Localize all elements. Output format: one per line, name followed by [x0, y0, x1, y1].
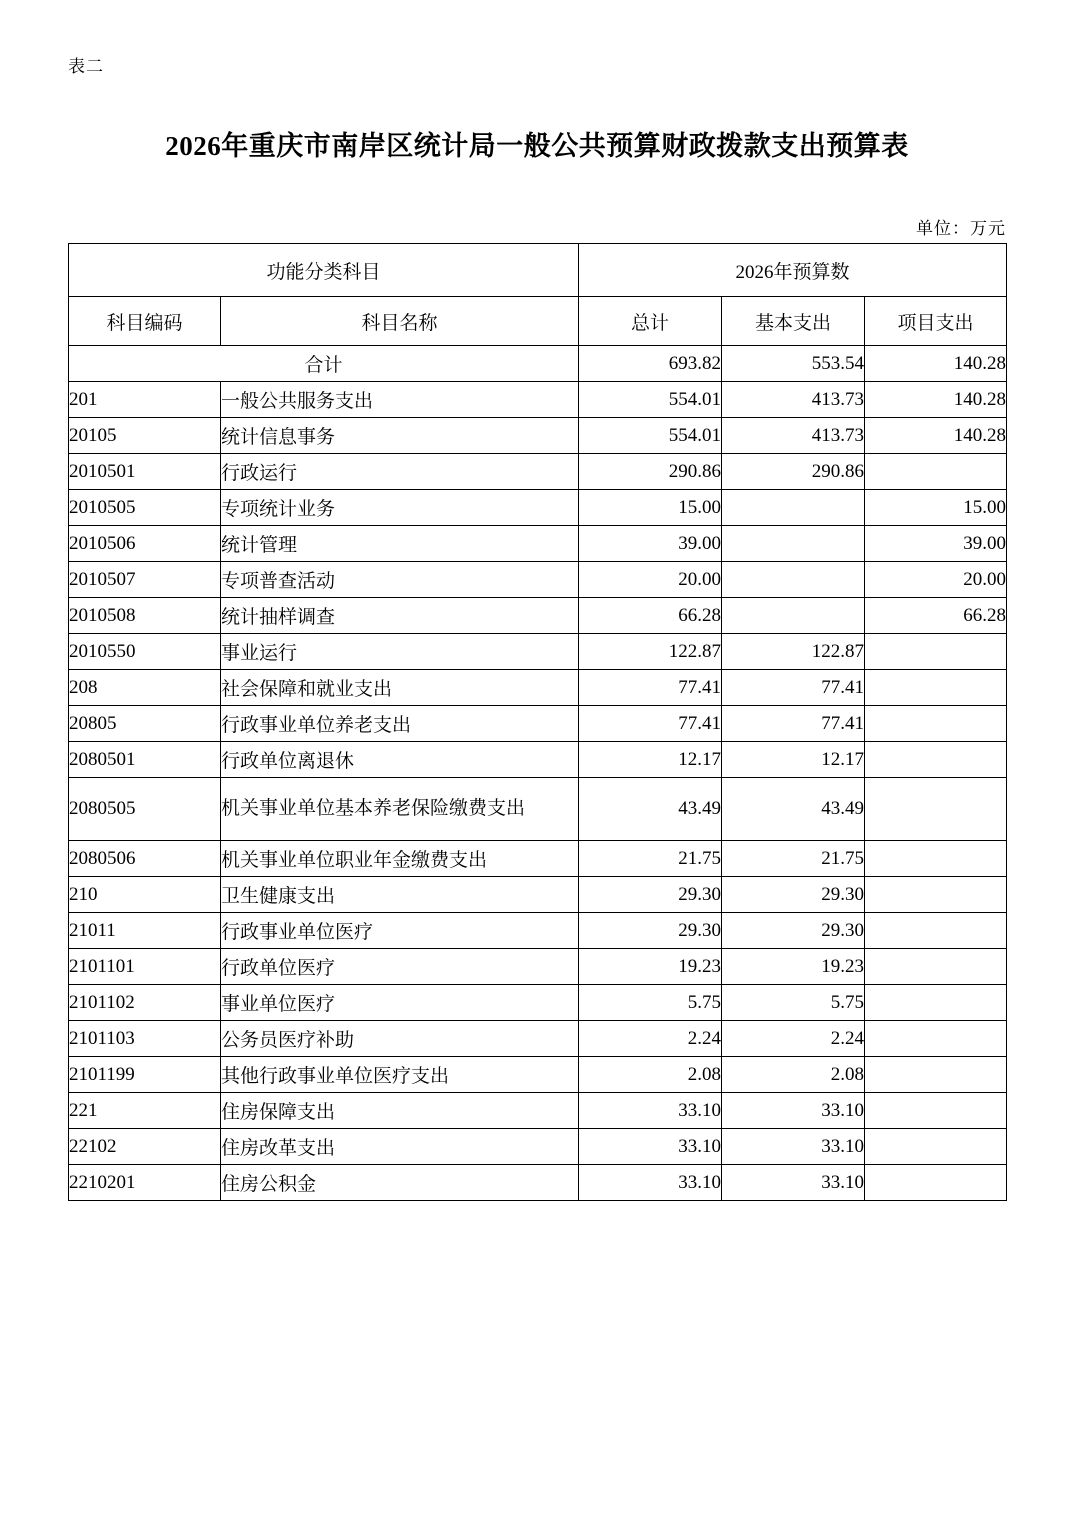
cell-basic-expenditure: 43.49 — [722, 778, 865, 841]
cell-basic-expenditure: 2.24 — [722, 1021, 865, 1057]
cell-project-expenditure: 66.28 — [865, 598, 1007, 634]
table-row — [69, 526, 1007, 562]
cell-project-expenditure — [865, 634, 1007, 670]
table-header-group-row — [69, 244, 1007, 297]
cell-subject-code: 2010508 — [69, 598, 221, 634]
cell-subject-name: 统计管理 — [221, 526, 579, 562]
cell-subject-name: 公务员医疗补助 — [221, 1021, 579, 1057]
table-row-total — [69, 346, 1007, 382]
cell-project-expenditure — [865, 1165, 1007, 1201]
cell-total: 554.01 — [579, 382, 722, 418]
cell-total: 290.86 — [579, 454, 722, 490]
header-year-budget-group: 2026年预算数 — [579, 244, 1007, 297]
cell-subject-name: 住房改革支出 — [221, 1129, 579, 1165]
cell-subject-name: 一般公共服务支出 — [221, 382, 579, 418]
cell-basic-expenditure: 77.41 — [722, 706, 865, 742]
cell-project-expenditure — [865, 706, 1007, 742]
table-header — [69, 244, 1007, 346]
cell-total: 33.10 — [579, 1165, 722, 1201]
header-col-basic: 基本支出 — [722, 297, 865, 346]
cell-subject-name: 专项统计业务 — [221, 490, 579, 526]
cell-project-expenditure: 140.28 — [865, 382, 1007, 418]
cell-basic-expenditure: 77.41 — [722, 670, 865, 706]
table-row — [69, 562, 1007, 598]
cell-basic-expenditure: 19.23 — [722, 949, 865, 985]
cell-total: 2.08 — [579, 1057, 722, 1093]
cell-project-expenditure — [865, 1093, 1007, 1129]
cell-basic-expenditure: 5.75 — [722, 985, 865, 1021]
cell-total: 5.75 — [579, 985, 722, 1021]
cell-subject-code: 210 — [69, 877, 221, 913]
table-row — [69, 985, 1007, 1021]
table-row — [69, 742, 1007, 778]
cell-total: 29.30 — [579, 877, 722, 913]
cell-subject-name: 其他行政事业单位医疗支出 — [221, 1057, 579, 1093]
cell-basic-expenditure — [722, 526, 865, 562]
cell-project-expenditure — [865, 877, 1007, 913]
table-row — [69, 841, 1007, 877]
cell-basic-expenditure: 29.30 — [722, 913, 865, 949]
cell-basic-expenditure — [722, 490, 865, 526]
cell-subject-name: 机关事业单位职业年金缴费支出 — [221, 841, 579, 877]
cell-total: 2.24 — [579, 1021, 722, 1057]
cell-subject-name: 专项普查活动 — [221, 562, 579, 598]
cell-subject-name: 社会保障和就业支出 — [221, 670, 579, 706]
cell-project-expenditure: 15.00 — [865, 490, 1007, 526]
table-row — [69, 1165, 1007, 1201]
cell-basic-expenditure: 12.17 — [722, 742, 865, 778]
cell-subject-code: 2101199 — [69, 1057, 221, 1093]
table-number-label: 表二 — [68, 57, 104, 76]
header-category-group: 功能分类科目 — [69, 244, 579, 297]
cell-subject-code: 221 — [69, 1093, 221, 1129]
cell-total: 43.49 — [579, 778, 722, 841]
cell-total: 122.87 — [579, 634, 722, 670]
cell-total: 33.10 — [579, 1129, 722, 1165]
cell-project-expenditure: 39.00 — [865, 526, 1007, 562]
cell-subject-code: 2010506 — [69, 526, 221, 562]
cell-project-expenditure — [865, 670, 1007, 706]
cell-total: 29.30 — [579, 913, 722, 949]
cell-subject-name: 事业运行 — [221, 634, 579, 670]
unit-label: 单位：万元 — [916, 219, 1006, 238]
total-row-label: 合计 — [69, 346, 579, 382]
cell-total: 77.41 — [579, 670, 722, 706]
cell-subject-code: 2010550 — [69, 634, 221, 670]
cell-subject-name: 统计抽样调查 — [221, 598, 579, 634]
cell-subject-name: 住房保障支出 — [221, 1093, 579, 1129]
cell-subject-name: 行政运行 — [221, 454, 579, 490]
cell-basic-expenditure: 33.10 — [722, 1165, 865, 1201]
cell-subject-name: 统计信息事务 — [221, 418, 579, 454]
header-col-code: 科目编码 — [69, 297, 221, 346]
cell-subject-name: 行政单位离退休 — [221, 742, 579, 778]
cell-project-expenditure — [865, 985, 1007, 1021]
cell-subject-name: 卫生健康支出 — [221, 877, 579, 913]
cell-total: 77.41 — [579, 706, 722, 742]
cell-project-expenditure — [865, 778, 1007, 841]
cell-subject-code: 2101102 — [69, 985, 221, 1021]
cell-subject-code: 2080506 — [69, 841, 221, 877]
cell-project-expenditure — [865, 454, 1007, 490]
cell-project-expenditure: 20.00 — [865, 562, 1007, 598]
cell-project-expenditure — [865, 1129, 1007, 1165]
cell-total: 19.23 — [579, 949, 722, 985]
table-row — [69, 949, 1007, 985]
table-row — [69, 598, 1007, 634]
cell-subject-code: 20105 — [69, 418, 221, 454]
table-header-column-row — [69, 297, 1007, 346]
cell-subject-code: 2101101 — [69, 949, 221, 985]
cell-subject-code: 2080505 — [69, 778, 221, 841]
cell-basic-expenditure — [722, 598, 865, 634]
cell-subject-name: 行政事业单位医疗 — [221, 913, 579, 949]
cell-subject-name: 行政事业单位养老支出 — [221, 706, 579, 742]
cell-subject-code: 2080501 — [69, 742, 221, 778]
cell-project-expenditure — [865, 913, 1007, 949]
page-title: 2026年重庆市南岸区统计局一般公共预算财政拨款支出预算表 — [165, 131, 909, 161]
table-row — [69, 706, 1007, 742]
cell-basic-expenditure: 29.30 — [722, 877, 865, 913]
table-row — [69, 634, 1007, 670]
table-row — [69, 778, 1007, 841]
cell-subject-code: 20805 — [69, 706, 221, 742]
cell-subject-code: 22102 — [69, 1129, 221, 1165]
table-row — [69, 877, 1007, 913]
header-col-project: 项目支出 — [865, 297, 1007, 346]
cell-basic-expenditure: 122.87 — [722, 634, 865, 670]
cell-basic-expenditure: 21.75 — [722, 841, 865, 877]
table-row — [69, 670, 1007, 706]
cell-subject-code: 2010505 — [69, 490, 221, 526]
table-row — [69, 1057, 1007, 1093]
cell-total: 33.10 — [579, 1093, 722, 1129]
cell-subject-code: 201 — [69, 382, 221, 418]
table-row — [69, 418, 1007, 454]
total-row-basic: 553.54 — [722, 346, 865, 382]
cell-total: 20.00 — [579, 562, 722, 598]
cell-basic-expenditure: 413.73 — [722, 418, 865, 454]
cell-subject-code: 2210201 — [69, 1165, 221, 1201]
table-row — [69, 1093, 1007, 1129]
cell-project-expenditure: 140.28 — [865, 418, 1007, 454]
table-row — [69, 382, 1007, 418]
cell-basic-expenditure — [722, 562, 865, 598]
budget-table — [68, 243, 1007, 1201]
cell-subject-code: 208 — [69, 670, 221, 706]
cell-basic-expenditure: 2.08 — [722, 1057, 865, 1093]
cell-project-expenditure — [865, 1057, 1007, 1093]
cell-total: 21.75 — [579, 841, 722, 877]
table-row — [69, 913, 1007, 949]
cell-total: 66.28 — [579, 598, 722, 634]
cell-basic-expenditure: 290.86 — [722, 454, 865, 490]
cell-subject-code: 21011 — [69, 913, 221, 949]
cell-project-expenditure — [865, 949, 1007, 985]
table-row — [69, 490, 1007, 526]
total-row-total: 693.82 — [579, 346, 722, 382]
header-col-name: 科目名称 — [221, 297, 579, 346]
cell-project-expenditure — [865, 742, 1007, 778]
cell-basic-expenditure: 33.10 — [722, 1129, 865, 1165]
cell-subject-name: 行政单位医疗 — [221, 949, 579, 985]
table-body — [69, 346, 1007, 1201]
total-row-project: 140.28 — [865, 346, 1007, 382]
cell-total: 554.01 — [579, 418, 722, 454]
cell-subject-code: 2010501 — [69, 454, 221, 490]
cell-subject-name: 住房公积金 — [221, 1165, 579, 1201]
table-row — [69, 1129, 1007, 1165]
cell-subject-code: 2101103 — [69, 1021, 221, 1057]
cell-basic-expenditure: 33.10 — [722, 1093, 865, 1129]
cell-subject-code: 2010507 — [69, 562, 221, 598]
header-col-total: 总计 — [579, 297, 722, 346]
cell-subject-name: 事业单位医疗 — [221, 985, 579, 1021]
cell-project-expenditure — [865, 841, 1007, 877]
table-row — [69, 454, 1007, 490]
cell-subject-name: 机关事业单位基本养老保险缴费支出 — [221, 778, 579, 841]
cell-total: 12.17 — [579, 742, 722, 778]
table-row — [69, 1021, 1007, 1057]
cell-total: 39.00 — [579, 526, 722, 562]
cell-basic-expenditure: 413.73 — [722, 382, 865, 418]
cell-total: 15.00 — [579, 490, 722, 526]
cell-project-expenditure — [865, 1021, 1007, 1057]
